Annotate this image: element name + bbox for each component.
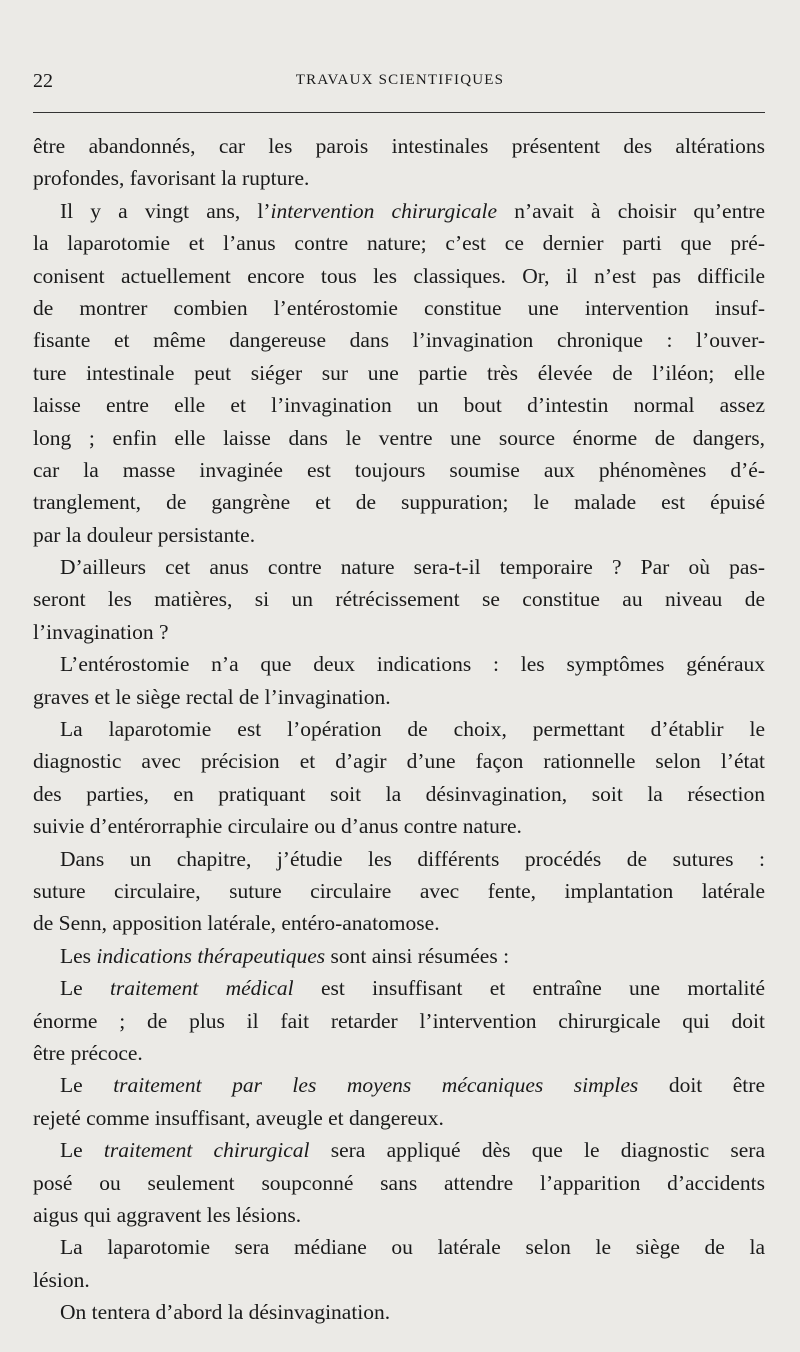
italic-text: traitement par les moyens mécaniques simples	[113, 1073, 639, 1098]
text-line	[33, 681, 765, 713]
text-run: La laparotomie est l’opération de choix, permettant d’établir le	[60, 717, 765, 742]
text-line	[33, 260, 765, 292]
text-run: D’ailleurs cet anus contre nature sera-t-il temporaire ? Par où pas-	[60, 555, 765, 580]
text-run: On tentera d’abord la désinvagination.	[60, 1300, 391, 1325]
text-line	[33, 486, 765, 518]
text-line	[33, 454, 765, 486]
text-line	[33, 357, 765, 389]
text-run: n’avait à choisir qu’entre	[497, 198, 765, 223]
text-run: doit être	[638, 1073, 765, 1098]
text-line	[33, 130, 765, 162]
page-header	[0, 66, 800, 96]
text-run: suivie d’entérorraphie circulaire ou d’anus contre nature.	[33, 814, 522, 839]
italic-text: traitement chirurgical	[103, 1138, 310, 1163]
text-run: énorme ; de plus il fait retarder l’intervention chirurgicale qui doit	[33, 1008, 765, 1033]
text-run: l’invagination ?	[33, 619, 169, 644]
text-run: tranglement, de gangrène et de suppuration; le malade est épuisé	[33, 490, 765, 515]
text-run: Le	[60, 976, 110, 1001]
text-run: posé ou seulement soupconné sans attendre l’apparition d’accidents	[33, 1170, 765, 1195]
text-line	[33, 1037, 765, 1069]
text-run: rejeté comme insuffisant, aveugle et dangereux.	[33, 1105, 444, 1130]
text-run: ture intestinale peut siéger sur une partie très élevée de l’iléon; elle	[33, 360, 765, 385]
text-run: des parties, en pratiquant soit la désinvagination, soit la résection	[33, 781, 765, 806]
text-line	[33, 422, 765, 454]
text-run: diagnostic avec précision et d’agir d’une façon rationnelle selon l’état	[33, 749, 765, 774]
text-line	[33, 1264, 765, 1296]
text-line	[33, 519, 765, 551]
text-line	[33, 389, 765, 421]
text-line	[33, 1134, 765, 1166]
text-line	[33, 227, 765, 259]
text-run: conisent actuellement encore tous les classiques. Or, il n’est pas difficile	[33, 263, 765, 288]
text-line	[33, 810, 765, 842]
text-run: sera appliqué dès que le diagnostic sera	[309, 1138, 765, 1163]
text-run: profondes, favorisant la rupture.	[33, 166, 310, 191]
text-line	[33, 875, 765, 907]
text-line	[33, 195, 765, 227]
text-line	[33, 648, 765, 680]
text-run: aigus qui aggravent les lésions.	[33, 1202, 302, 1227]
running-title: TRAVAUX SCIENTIFIQUES	[295, 72, 505, 88]
text-line	[33, 778, 765, 810]
text-line	[33, 1167, 765, 1199]
text-run: Le	[60, 1073, 114, 1098]
text-run: long ; enfin elle laisse dans le ventre une source énorme de dangers,	[33, 425, 765, 450]
text-line	[33, 972, 765, 1004]
page-number: 22	[33, 70, 53, 92]
text-line	[33, 1005, 765, 1037]
text-run: de montrer combien l’entérostomie constitue une intervention insuf-	[33, 295, 765, 320]
text-run: Dans un chapitre, j’étudie les différents procédés de sutures :	[60, 846, 765, 871]
text-run: L’entérostomie n’a que deux indications : les symptômes généraux	[60, 652, 765, 677]
text-run: est insuffisant et entraîne une mortalité	[293, 976, 765, 1001]
text-run: de Senn, apposition latérale, entéro-anatomose.	[33, 911, 440, 936]
text-line	[33, 583, 765, 615]
text-run: seront les matières, si un rétrécissement se constitue au niveau de	[33, 587, 765, 612]
text-line	[33, 745, 765, 777]
text-line	[33, 843, 765, 875]
text-line	[33, 616, 765, 648]
text-line	[33, 1296, 765, 1328]
text-run: graves et le siège rectal de l’invagination.	[33, 684, 391, 709]
text-line	[33, 940, 765, 972]
text-line	[33, 1199, 765, 1231]
text-line	[33, 1069, 765, 1101]
text-run: Il y a vingt ans, l’	[60, 198, 271, 223]
text-run: La laparotomie sera médiane ou latérale selon le siège de la	[60, 1235, 765, 1260]
text-run: laisse entre elle et l’invagination un bout d’intestin normal assez	[33, 393, 765, 418]
text-line	[33, 1102, 765, 1134]
text-line	[33, 162, 765, 194]
text-line	[33, 551, 765, 583]
header-rule	[33, 112, 765, 113]
text-run: être abandonnés, car les parois intestinales présentent des altérations	[33, 134, 765, 158]
body-text	[33, 130, 765, 1328]
text-run: suture circulaire, suture circulaire avec fente, implantation latérale	[33, 878, 765, 903]
text-line	[33, 1231, 765, 1263]
text-run: sont ainsi résumées :	[325, 943, 510, 968]
italic-text: intervention chirurgicale	[270, 198, 498, 223]
text-run: la laparotomie et l’anus contre nature; c’est ce dernier parti que pré-	[33, 231, 765, 256]
italic-text: indications thérapeutiques	[96, 943, 326, 968]
text-run: car la masse invaginée est toujours soumise aux phénomènes d’é-	[33, 457, 765, 482]
text-run: Le	[60, 1138, 104, 1163]
text-run: fisante et même dangereuse dans l’invagination chronique : l’ouver-	[33, 328, 765, 353]
text-line	[33, 907, 765, 939]
text-run: être précoce.	[33, 1040, 143, 1065]
text-run: lésion.	[33, 1267, 90, 1292]
italic-text: traitement médical	[109, 976, 294, 1001]
text-line	[33, 713, 765, 745]
text-line	[33, 292, 765, 324]
text-run: Les	[60, 943, 97, 968]
text-line	[33, 324, 765, 356]
text-run: par la douleur persistante.	[33, 522, 256, 547]
